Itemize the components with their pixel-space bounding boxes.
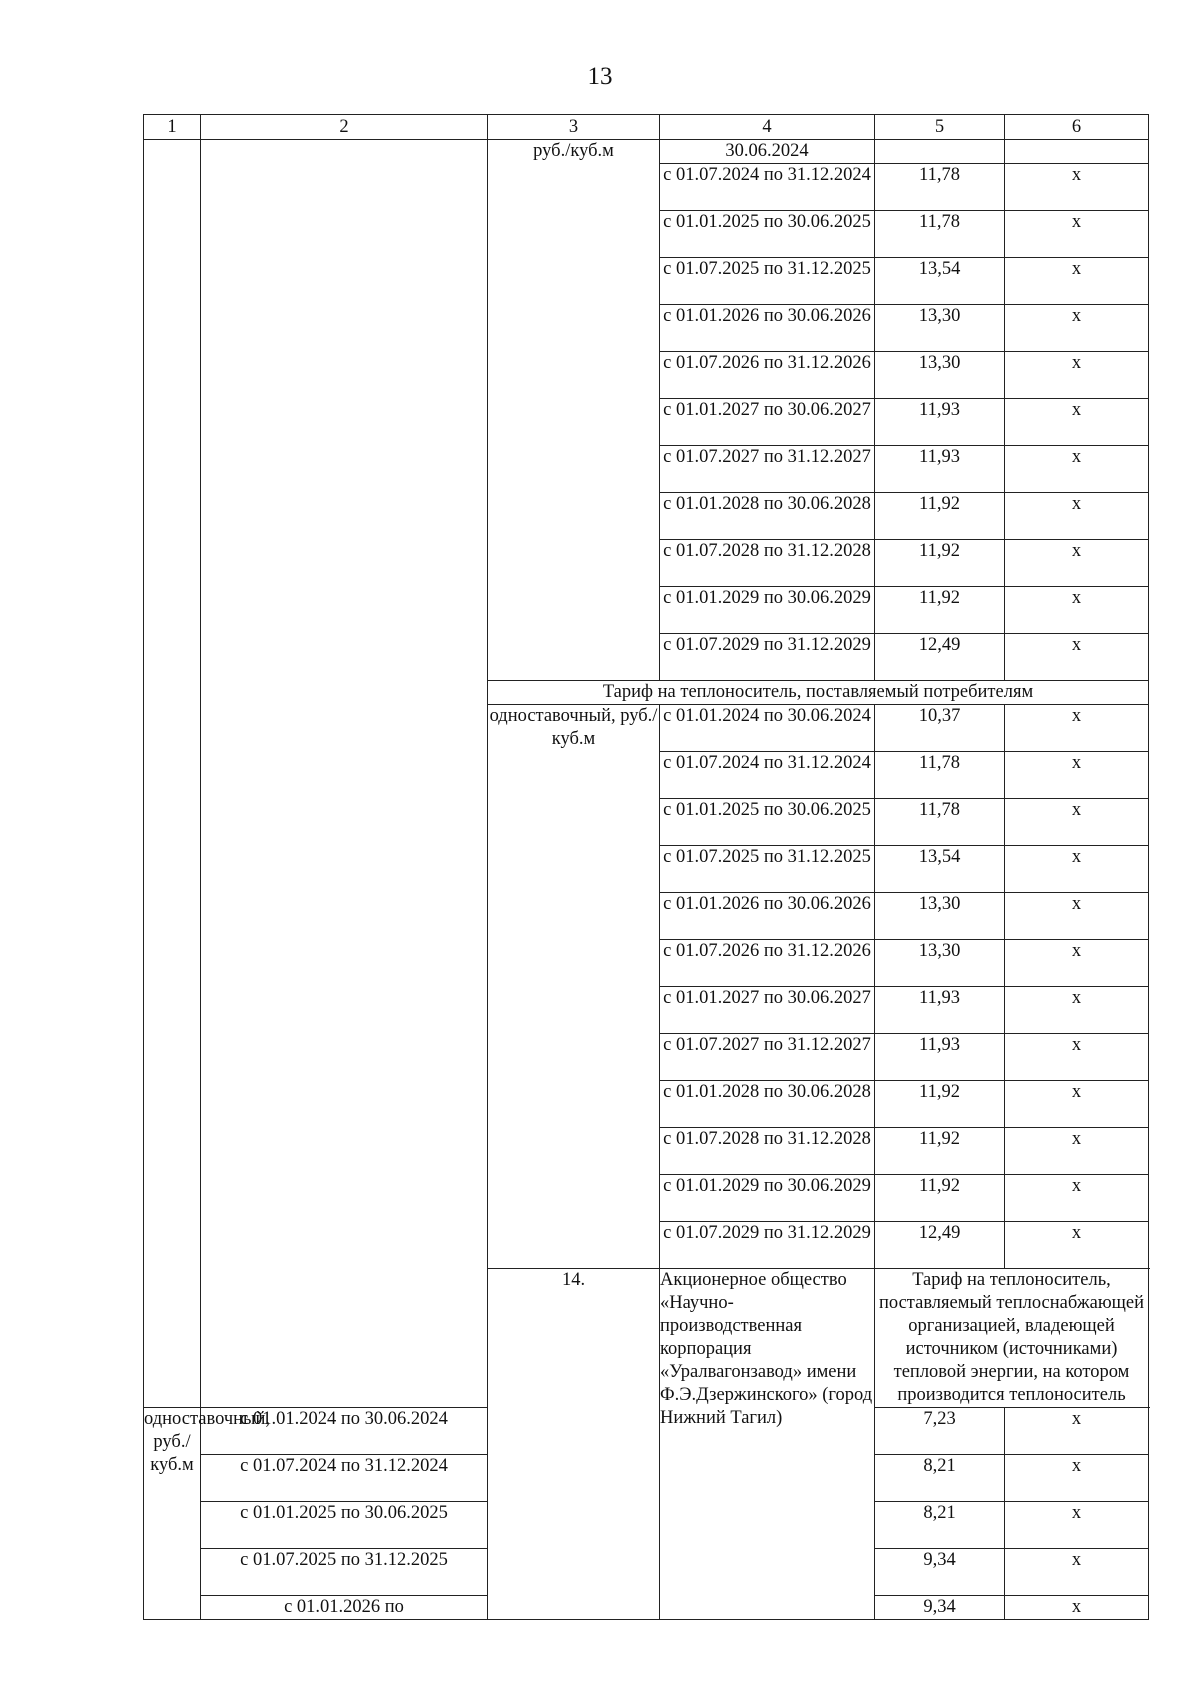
organization-cell [201, 140, 488, 1408]
column-number: 3 [488, 115, 660, 140]
tariff-value: 12,49 [875, 1222, 1005, 1269]
x-mark: х [1005, 1502, 1149, 1549]
period-cell: с 01.01.2027 по 30.06.2027 [660, 987, 875, 1034]
period-cell: с 01.01.2024 по 30.06.2024 [201, 1408, 488, 1455]
period-cell: с 01.07.2025 по 31.12.2025 [201, 1549, 488, 1596]
x-mark: х [1005, 1408, 1149, 1455]
tariff-value: 11,93 [875, 1034, 1005, 1081]
x-mark: х [1005, 587, 1149, 634]
period-cell: с 01.01.2026 по [201, 1596, 488, 1620]
unit-cell: руб./куб.м [488, 140, 660, 681]
x-mark: х [1005, 399, 1149, 446]
x-mark: х [1005, 1081, 1149, 1128]
period-cell: с 01.01.2025 по 30.06.2025 [660, 211, 875, 258]
x-mark: х [1005, 211, 1149, 258]
period-cell: с 01.07.2026 по 31.12.2026 [660, 352, 875, 399]
period-cell: с 01.07.2024 по 31.12.2024 [201, 1455, 488, 1502]
period-cell: с 01.07.2028 по 31.12.2028 [660, 1128, 875, 1175]
tariff-value: 12,49 [875, 634, 1005, 681]
tariff-title: Тариф на теплоноситель, поставляемый теплоснабжающей организацией, владеющей источником (источниками) тепловой энергии, на котором производится теплоноситель [875, 1269, 1149, 1408]
x-mark: х [1005, 1222, 1149, 1269]
x-mark: х [1005, 846, 1149, 893]
column-number: 2 [201, 115, 488, 140]
period-cell: с 01.01.2026 по 30.06.2026 [660, 305, 875, 352]
period-cell: с 01.01.2027 по 30.06.2027 [660, 399, 875, 446]
period-cell: с 01.01.2028 по 30.06.2028 [660, 493, 875, 540]
x-mark: х [1005, 987, 1149, 1034]
period-cell: с 01.01.2025 по 30.06.2025 [660, 799, 875, 846]
tariff-value: 7,23 [875, 1408, 1005, 1455]
period-cell: с 01.01.2028 по 30.06.2028 [660, 1081, 875, 1128]
period-cell: с 01.07.2025 по 31.12.2025 [660, 258, 875, 305]
tariff-value: 11,92 [875, 493, 1005, 540]
tariff-value: 13,30 [875, 352, 1005, 399]
period-cell: с 01.07.2028 по 31.12.2028 [660, 540, 875, 587]
tariff-value: 13,30 [875, 940, 1005, 987]
page-number: 13 [587, 63, 613, 90]
tariff-value: 9,34 [875, 1596, 1005, 1620]
unit-cell: одноставочный, руб./куб.м [488, 705, 660, 1269]
period-cell: 30.06.2024 [660, 140, 875, 164]
x-mark [1005, 140, 1149, 164]
x-mark: х [1005, 493, 1149, 540]
tariff-value: 11,93 [875, 446, 1005, 493]
period-cell: с 01.01.2025 по 30.06.2025 [201, 1502, 488, 1549]
x-mark: х [1005, 540, 1149, 587]
period-cell: с 01.01.2029 по 30.06.2029 [660, 1175, 875, 1222]
x-mark: х [1005, 258, 1149, 305]
tariff-value: 11,78 [875, 799, 1005, 846]
tariff-value: 11,92 [875, 1175, 1005, 1222]
x-mark: х [1005, 1549, 1149, 1596]
x-mark: х [1005, 940, 1149, 987]
tariff-value: 9,34 [875, 1549, 1005, 1596]
column-number: 1 [144, 115, 201, 140]
tariff-value: 13,30 [875, 893, 1005, 940]
period-cell: с 01.01.2026 по 30.06.2026 [660, 893, 875, 940]
x-mark: х [1005, 705, 1149, 752]
period-cell: с 01.07.2025 по 31.12.2025 [660, 846, 875, 893]
x-mark: х [1005, 1034, 1149, 1081]
period-cell: с 01.07.2027 по 31.12.2027 [660, 1034, 875, 1081]
tariff-value: 11,78 [875, 164, 1005, 211]
column-number: 6 [1005, 115, 1149, 140]
tariff-value: 13,30 [875, 305, 1005, 352]
x-mark: х [1005, 1175, 1149, 1222]
period-cell: с 01.07.2029 по 31.12.2029 [660, 1222, 875, 1269]
x-mark: х [1005, 752, 1149, 799]
x-mark: х [1005, 1455, 1149, 1502]
tariff-value: 11,93 [875, 987, 1005, 1034]
x-mark: х [1005, 1596, 1149, 1620]
x-mark: х [1005, 305, 1149, 352]
tariff-value: 8,21 [875, 1502, 1005, 1549]
tariff-value: 11,92 [875, 1081, 1005, 1128]
tariff-value [875, 140, 1005, 164]
table-row [144, 140, 1149, 164]
x-mark: х [1005, 893, 1149, 940]
period-cell: с 01.07.2024 по 31.12.2024 [660, 164, 875, 211]
period-cell: с 01.07.2027 по 31.12.2027 [660, 446, 875, 493]
tariff-value: 13,54 [875, 846, 1005, 893]
column-number: 4 [660, 115, 875, 140]
tariff-value: 11,92 [875, 540, 1005, 587]
period-cell: с 01.01.2024 по 30.06.2024 [660, 705, 875, 752]
period-cell: с 01.07.2026 по 31.12.2026 [660, 940, 875, 987]
tariff-value: 11,78 [875, 752, 1005, 799]
tariff-value: 13,54 [875, 258, 1005, 305]
tariff-value: 10,37 [875, 705, 1005, 752]
x-mark: х [1005, 352, 1149, 399]
x-mark: х [1005, 799, 1149, 846]
unit-cell: одноставочный, руб./куб.м [144, 1408, 201, 1620]
column-number: 5 [875, 115, 1005, 140]
tariff-value: 11,78 [875, 211, 1005, 258]
number-cell [144, 140, 201, 1408]
period-cell: с 01.07.2024 по 31.12.2024 [660, 752, 875, 799]
period-cell: с 01.01.2029 по 30.06.2029 [660, 587, 875, 634]
tariff-title: Тариф на теплоноситель, поставляемый потребителям [488, 681, 1149, 705]
x-mark: х [1005, 164, 1149, 211]
tariff-value: 11,92 [875, 587, 1005, 634]
tariff-value: 11,92 [875, 1128, 1005, 1175]
tariff-value: 8,21 [875, 1455, 1005, 1502]
column-number-row [144, 115, 1149, 140]
tariff-value: 11,93 [875, 399, 1005, 446]
period-cell: с 01.07.2029 по 31.12.2029 [660, 634, 875, 681]
x-mark: х [1005, 1128, 1149, 1175]
tariff-table [143, 114, 1149, 1620]
x-mark: х [1005, 634, 1149, 681]
organization-name: Акционерное общество «Научно-производственная корпорация «Уралвагонзавод» имени Ф.Э.Дзержинского» (город Нижний Тагил) [660, 1269, 875, 1620]
x-mark: х [1005, 446, 1149, 493]
entry-number: 14. [488, 1269, 660, 1620]
